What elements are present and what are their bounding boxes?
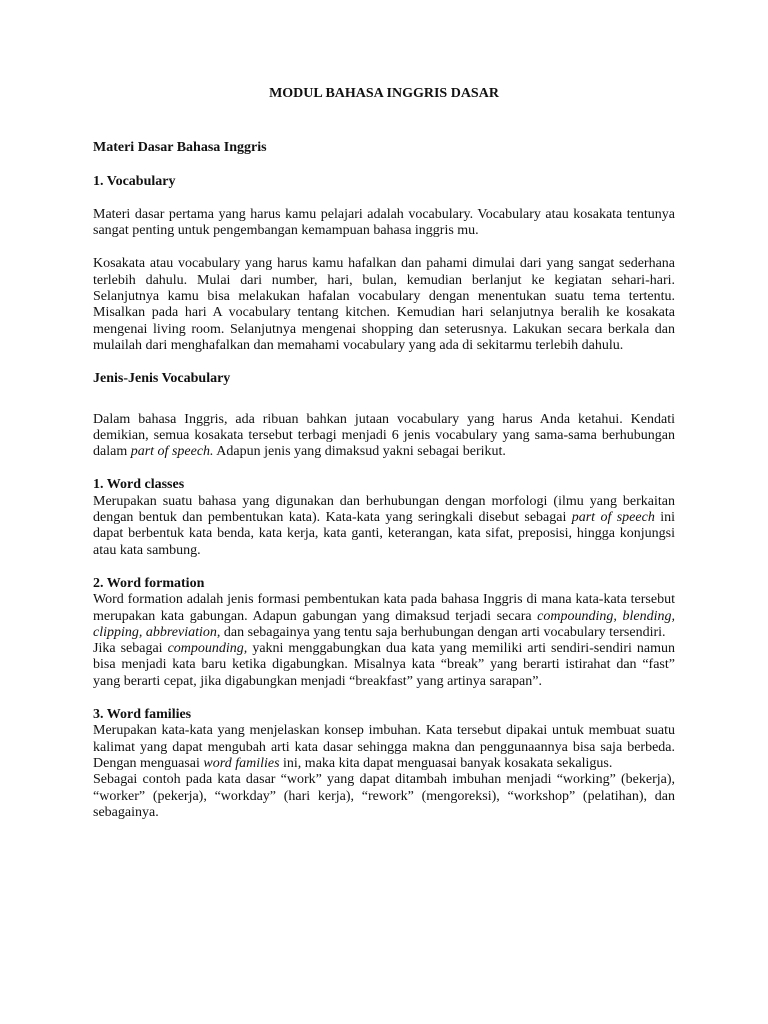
document-title: MODUL BAHASA INGGRIS DASAR	[269, 86, 499, 101]
word-classes-text-b: ini dapat berbentuk kata benda, kata kerja, kata ganti, keterangan, kata sifat, preposisi, hingga konjungsi atau kata sambung.	[93, 510, 675, 558]
vocabulary-paragraph-2: Kosakata atau vocabulary yang harus kamu hafalkan dan pahami dimulai dari yang sangat sederhana terlebih dahulu. Mulai dari number, hari, bulan, kemudian berlanjut ke kegiatan sehari-hari. Selanjutnya kamu bisa melakukan hafalan vocabulary dengan menentukan suatu tema tertentu. Misalkan pada hari A vocabulary tentang kitchen. Kemudian hari selanjutnya beralih ke kosakata mengenai living room. Selanjutnya mengenai shopping dan seterusnya. Lakukan secara berkala dan mulailah dari menghafalkan dan memahami vocabulary yang ada di sekitarmu terlebih dahulu.	[93, 256, 675, 353]
vocabulary-heading: 1. Vocabulary	[93, 173, 176, 189]
word-formation-text2-a: Jika sebagai	[93, 641, 168, 657]
word-families-text-a: Merupakan kata-kata yang menjelaskan konsep imbuhan. Kata tersebut dipakai untuk membuat suatu kalimat yang dapat mengubah arti kata dasar sehingga makna dan penggunaannya bisa saja berbeda. Dengan menguasai	[93, 723, 675, 771]
word-formation-text-a: Word formation adalah jenis formasi pembentukan kata pada bahasa Inggris di mana kata-kata tersebut merupakan kata gabungan. Adapun gabungan yang dimaksud terjadi secara	[93, 592, 675, 624]
jenis-intro-paragraph	[93, 412, 675, 461]
word-formation-paragraph-2	[93, 641, 675, 690]
word-formation-heading: 2. Word formation	[93, 575, 205, 591]
word-classes-text-a: Merupakan suatu bahasa yang digunakan dan berhubungan dengan morfologi (ilmu yang berkaitan dengan bentuk dan pembentukan kata). Kata-kata yang seringkali disebut sebagai	[93, 493, 675, 526]
word-classes-paragraph	[93, 494, 675, 559]
section-title: Materi Dasar Bahasa Inggris	[93, 140, 267, 156]
word-families-paragraph-2: Sebagai contoh pada kata dasar “work” yang dapat ditambah imbuhan menjadi “working” (bekerja), “worker” (pekerja), “workday” (hari kerja), “rework” (mengoreksi), “workshop” (pelatihan), dan sebagainya.	[93, 772, 675, 820]
word-formation-emphasis-2: compounding,	[167, 641, 248, 657]
word-families-text-b: ini, maka kita dapat menguasai banyak kosakata sekaligus.	[279, 755, 613, 771]
jenis-intro-text-a: Dalam bahasa Inggris, ada ribuan bahkan jutaan vocabulary yang harus Anda ketahui. Kendati demikian, semua kosakata tersebut terbagi menjadi 6 jenis vocabulary yang sama-sama berhubungan dalam	[93, 411, 675, 460]
word-families-emphasis: word families	[203, 755, 280, 771]
word-formation-text2-b: yakni menggabungkan dua kata yang memiliki arti sendiri-sendiri namun bisa menjadi kata baru ketika digabungkan. Misalnya kata “break” yang berarti istirahat dan “fast” yang berarti cepat, jika digabungkan menjadi “breakfast” yang artinya sarapan”.	[93, 641, 676, 689]
jenis-intro-text-b: Adapun jenis yang dimaksud yakni sebagai berikut.	[213, 444, 506, 460]
word-families-paragraph-1	[93, 723, 675, 772]
word-formation-emphasis: compounding, blending, clipping, abbreviation	[93, 608, 675, 640]
word-classes-heading: 1. Word classes	[93, 477, 185, 493]
jenis-vocabulary-heading: Jenis-Jenis Vocabulary	[93, 371, 231, 387]
jenis-intro-emphasis: part of speech.	[130, 444, 214, 460]
vocabulary-paragraph-1: Materi dasar pertama yang harus kamu pelajari adalah vocabulary. Vocabulary atau kosakata tentunya sangat penting untuk pengembangan kemampuan bahasa inggris mu.	[93, 206, 675, 239]
word-formation-paragraph-1	[93, 592, 675, 641]
word-families-heading: 3. Word families	[93, 707, 192, 723]
word-classes-emphasis: part of speech	[571, 510, 655, 526]
word-formation-text-b: , dan sebagainya yang tentu saja berhubungan dengan arti vocabulary tersendiri.	[216, 624, 666, 640]
